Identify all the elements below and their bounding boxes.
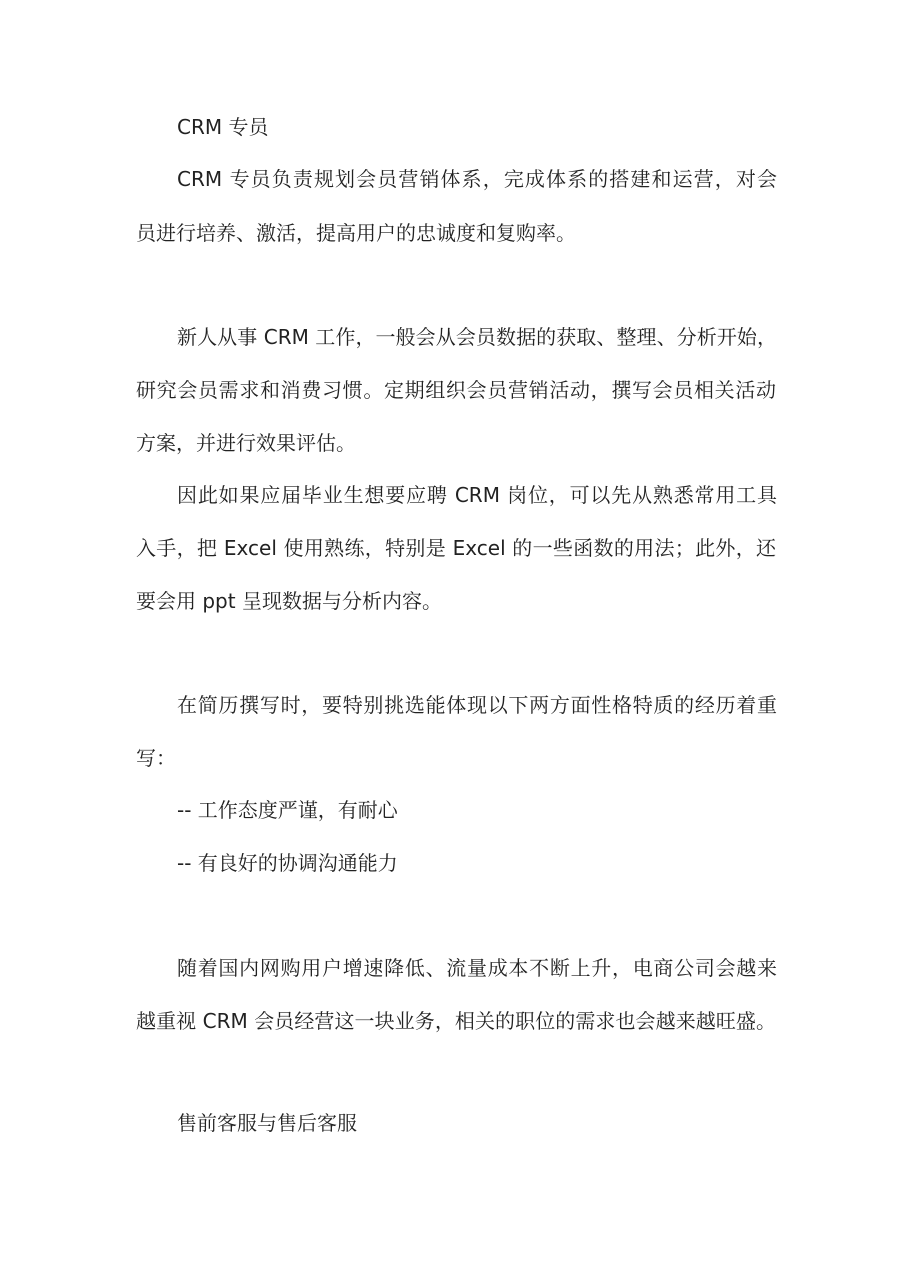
paragraph-line: CRM 专员负责规划会员营销体系，完成体系的搭建和运营，对会 — [177, 167, 777, 191]
list-item: -- 有良好的协调沟通能力 — [177, 851, 398, 875]
paragraph-line: 要会用 ppt 呈现数据与分析内容。 — [136, 589, 442, 613]
paragraph-line: 在简历撰写时，要特别挑选能体现以下两方面性格特质的经历着重 — [177, 693, 777, 717]
paragraph-line: 方案，并进行效果评估。 — [136, 431, 356, 455]
paragraph-line: 研究会员需求和消费习惯。定期组织会员营销活动，撰写会员相关活动 — [136, 378, 776, 402]
section-heading-crm: CRM 专员 — [177, 115, 269, 139]
paragraph-line: 入手，把 Excel 使用熟练，特别是 Excel 的一些函数的用法；此外，还 — [136, 536, 776, 560]
list-item: -- 工作态度严谨，有耐心 — [177, 798, 398, 822]
paragraph-line: 新人从事 CRM 工作，一般会从会员数据的获取、整理、分析开始， — [177, 325, 777, 349]
paragraph-line: 因此如果应届毕业生想要应聘 CRM 岗位，可以先从熟悉常用工具 — [177, 483, 777, 507]
paragraph-line: 越重视 CRM 会员经营这一块业务，相关的职位的需求也会越来越旺盛。 — [136, 1009, 776, 1033]
paragraph-line: 随着国内网购用户增速降低、流量成本不断上升，电商公司会越来 — [177, 956, 777, 980]
paragraph-line: 员进行培养、激活，提高用户的忠诚度和复购率。 — [136, 221, 576, 245]
paragraph-line: 写： — [136, 746, 176, 770]
section-heading-customer-service: 售前客服与售后客服 — [177, 1111, 357, 1135]
